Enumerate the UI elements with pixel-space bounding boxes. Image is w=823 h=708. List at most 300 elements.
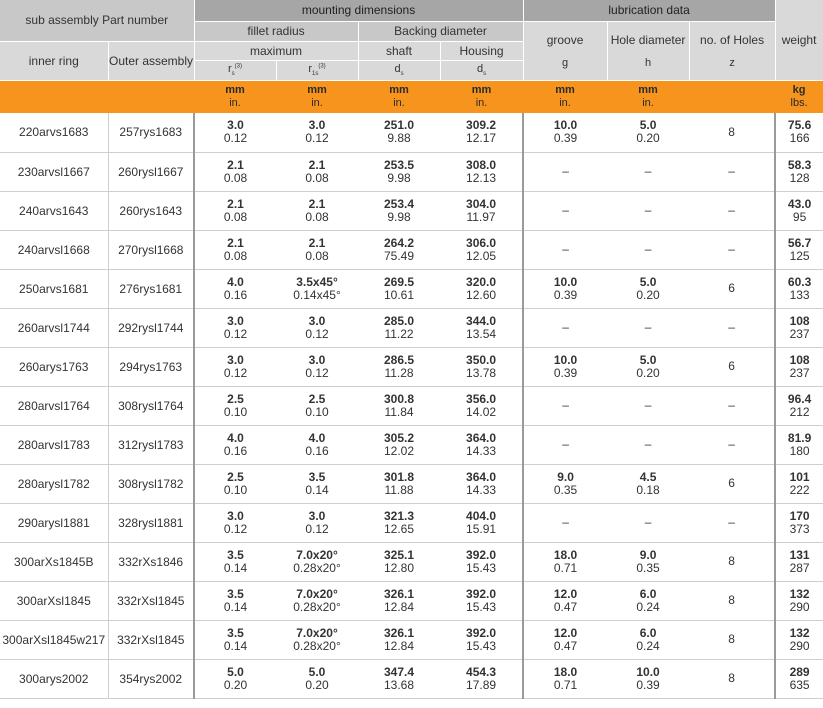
weight-lbs-value: 128 (789, 170, 810, 185)
rs-mm-value: 4.0 (227, 430, 244, 445)
r1s-mm-value: 3.0 (308, 118, 326, 133)
holes-cell: – (689, 425, 775, 464)
r1s-cell (276, 386, 358, 425)
groove-in-value: 0.71 (553, 677, 578, 692)
shaft-mm-value: 347.4 (384, 664, 415, 679)
hole-mm-value: 6.0 (639, 586, 657, 601)
housing-in-value: 15.43 (466, 560, 497, 575)
housing-in-value: 12.17 (466, 131, 497, 146)
shaft-mm-value: 285.0 (384, 313, 415, 328)
hole-cell: – (607, 152, 689, 191)
housing-in-value: 15.43 (466, 638, 497, 653)
housing-mm-value: 392.0 (466, 586, 497, 601)
groove-cell (523, 542, 607, 581)
hole-cell: – (607, 386, 689, 425)
rs-mm-value: 2.5 (227, 469, 244, 484)
shaft-in-value: 13.68 (384, 677, 415, 692)
hole-mm-value: 5.0 (639, 352, 657, 367)
groove-cell: – (523, 230, 607, 269)
groove-mm-value: 10.0 (553, 118, 578, 133)
hole-mm-value: 4.5 (639, 469, 657, 484)
rs-cell (194, 425, 276, 464)
groove-mm-value: 18.0 (553, 547, 578, 562)
shaft-in-value: 10.61 (384, 287, 415, 302)
rs-cell (194, 308, 276, 347)
r1s-cell (276, 659, 358, 698)
shaft-mm-value: 326.1 (384, 625, 415, 640)
hole-mm-value: 5.0 (639, 274, 657, 289)
groove-cell (523, 347, 607, 386)
groove-cell: – (523, 425, 607, 464)
outer-assembly-cell: 260rysl1667 (108, 152, 194, 191)
housing-in-value: 15.43 (466, 599, 497, 614)
units-rs: mm in. (194, 80, 276, 113)
groove-mm-value: 12.0 (553, 625, 578, 640)
shaft-mm-value: 321.3 (384, 508, 415, 523)
shaft-cell (358, 425, 440, 464)
inner-ring-cell: 260arys1763 (0, 347, 108, 386)
r1s-cell (276, 542, 358, 581)
hole-cell: – (607, 503, 689, 542)
header-weight: weight (775, 0, 823, 80)
housing-cell (440, 581, 523, 620)
rs-in-value: 0.20 (223, 677, 248, 692)
units-shaft: mm in. (358, 80, 440, 113)
housing-in-value: 13.78 (466, 365, 497, 380)
housing-mm-value: 344.0 (466, 313, 497, 328)
weight-cell (775, 191, 823, 230)
weight-lbs-value: 290 (789, 599, 810, 614)
weight-kg-value: 132 (789, 586, 810, 601)
groove-cell: – (523, 386, 607, 425)
weight-kg-value: 108 (789, 313, 810, 328)
shaft-in-value: 12.84 (384, 599, 415, 614)
housing-mm-value: 306.0 (466, 235, 497, 250)
rs-in-value: 0.14 (223, 638, 248, 653)
inner-ring-cell: 260arvsl1744 (0, 308, 108, 347)
r1s-cell (276, 425, 358, 464)
r1s-cell (276, 269, 358, 308)
rs-cell (194, 659, 276, 698)
inner-ring-cell: 240arvsl1668 (0, 230, 108, 269)
groove-cell: – (523, 152, 607, 191)
shaft-cell (358, 113, 440, 152)
rs-in-value: 0.08 (223, 209, 248, 224)
housing-in-value: 14.33 (466, 482, 497, 497)
table-row (0, 425, 823, 464)
shaft-cell (358, 464, 440, 503)
table-row (0, 230, 823, 269)
r1s-mm-value: 3.5x45° (296, 274, 338, 289)
hole-mm-value: 5.0 (639, 118, 657, 133)
header-backing-diameter: Backing diameter (358, 21, 523, 41)
hole-in-value: 0.24 (636, 638, 660, 653)
outer-assembly-cell: 276rys1681 (108, 269, 194, 308)
groove-cell (523, 659, 607, 698)
rs-cell (194, 191, 276, 230)
header-shaft: shaft (358, 41, 440, 60)
r1s-in-value: 0.08 (305, 170, 329, 185)
groove-in-value: 0.47 (553, 599, 578, 614)
groove-cell (523, 464, 607, 503)
groove-cell (523, 620, 607, 659)
rs-in-value: 0.08 (223, 170, 248, 185)
r1s-mm-value: 2.1 (308, 157, 326, 172)
shaft-in-value: 9.98 (387, 170, 411, 185)
header-r1s-symbol: $r_{1s}^{(3)}$ (276, 60, 358, 80)
rs-mm-value: 4.0 (227, 274, 244, 289)
weight-cell (775, 386, 823, 425)
inner-ring-cell: 290arysl1881 (0, 503, 108, 542)
r1s-cell (276, 308, 358, 347)
header-outer-assembly: Outer assembly (108, 41, 194, 80)
groove-mm-value: 12.0 (553, 586, 578, 601)
outer-assembly-cell: 332rXsl1845 (108, 620, 194, 659)
groove-in-value: 0.39 (553, 131, 578, 146)
weight-kg-value: 101 (789, 469, 810, 484)
housing-in-value: 15.91 (466, 521, 497, 536)
groove-cell: – (523, 503, 607, 542)
r1s-mm-value: 2.1 (308, 235, 326, 250)
inner-ring-cell: 280arvsl1764 (0, 386, 108, 425)
inner-ring-cell: 230arvsl1667 (0, 152, 108, 191)
inner-ring-cell: 300arXs1845B (0, 542, 108, 581)
weight-kg-value: 132 (789, 625, 810, 640)
shaft-cell (358, 581, 440, 620)
table-row (0, 542, 823, 581)
rs-in-value: 0.12 (223, 131, 248, 146)
inner-ring-cell: 280arvsl1783 (0, 425, 108, 464)
table-row (0, 152, 823, 191)
units-groove: mm in. (523, 80, 607, 113)
rs-mm-value: 2.1 (227, 157, 244, 172)
holes-cell: 8 (689, 113, 775, 152)
shaft-cell (358, 503, 440, 542)
rs-cell (194, 230, 276, 269)
r1s-mm-value: 3.0 (308, 508, 326, 523)
hole-cell (607, 620, 689, 659)
rs-mm-value: 2.5 (227, 391, 244, 406)
outer-assembly-cell: 308rysl1782 (108, 464, 194, 503)
rs-cell (194, 269, 276, 308)
holes-cell: 8 (689, 581, 775, 620)
r1s-mm-value: 4.0 (308, 430, 326, 445)
holes-cell: 8 (689, 659, 775, 698)
shaft-in-value: 9.98 (387, 209, 411, 224)
groove-cell (523, 269, 607, 308)
header-inner-ring: inner ring (0, 41, 108, 80)
r1s-in-value: 0.10 (305, 404, 329, 419)
holes-cell: 6 (689, 347, 775, 386)
r1s-mm-value: 7.0x20° (296, 547, 338, 562)
shaft-cell (358, 230, 440, 269)
weight-kg-value: 96.4 (787, 391, 812, 406)
rs-in-value: 0.12 (223, 326, 248, 341)
header-fillet-radius: fillet radius (194, 21, 358, 41)
r1s-cell (276, 347, 358, 386)
rs-cell (194, 113, 276, 152)
housing-mm-value: 304.0 (466, 196, 497, 211)
housing-cell (440, 386, 523, 425)
rs-in-value: 0.14 (223, 599, 248, 614)
housing-in-value: 14.02 (466, 404, 497, 419)
r1s-cell (276, 503, 358, 542)
shaft-mm-value: 305.2 (384, 430, 415, 445)
shaft-cell (358, 620, 440, 659)
outer-assembly-cell: 354rys2002 (108, 659, 194, 698)
header-groove-label: groove (546, 32, 584, 47)
header-rs-symbol: $r_s^{(3)}$ (194, 60, 276, 80)
shaft-mm-value: 286.5 (384, 352, 415, 367)
shaft-cell (358, 269, 440, 308)
shaft-cell (358, 659, 440, 698)
r1s-in-value: 0.08 (305, 248, 329, 263)
hole-cell (607, 542, 689, 581)
rs-mm-value: 3.0 (227, 352, 244, 367)
holes-cell: – (689, 503, 775, 542)
outer-assembly-cell: 332rXsl1845 (108, 581, 194, 620)
rs-cell (194, 581, 276, 620)
housing-in-value: 17.89 (466, 677, 497, 692)
housing-cell (440, 308, 523, 347)
housing-in-value: 13.54 (466, 326, 497, 341)
header-hole-diameter (607, 21, 689, 80)
shaft-cell (358, 191, 440, 230)
shaft-mm-value: 301.8 (384, 469, 415, 484)
outer-assembly-cell: 257rys1683 (108, 113, 194, 152)
groove-cell: – (523, 191, 607, 230)
inner-ring-cell: 220arvs1683 (0, 113, 108, 152)
rs-in-value: 0.10 (223, 482, 248, 497)
header-housing-symbol: $d_s$ (440, 60, 523, 80)
r1s-in-value: 0.28x20° (293, 599, 341, 614)
header-housing: Housing (440, 41, 523, 60)
housing-cell (440, 659, 523, 698)
weight-kg-value: 170 (789, 508, 810, 523)
rs-cell (194, 542, 276, 581)
hole-cell (607, 581, 689, 620)
outer-assembly-cell: 260rys1643 (108, 191, 194, 230)
r1s-in-value: 0.28x20° (293, 560, 341, 575)
r1s-in-value: 0.08 (305, 209, 329, 224)
groove-cell (523, 113, 607, 152)
shaft-cell (358, 386, 440, 425)
hole-cell (607, 464, 689, 503)
r1s-cell (276, 191, 358, 230)
inner-ring-cell: 300arXsl1845w217 (0, 620, 108, 659)
hole-cell (607, 113, 689, 152)
housing-in-value: 11.97 (466, 209, 496, 224)
r1s-in-value: 0.14x45° (293, 287, 341, 302)
weight-cell (775, 269, 823, 308)
weight-lbs-value: 125 (789, 248, 810, 263)
shaft-mm-value: 253.4 (384, 196, 415, 211)
rs-mm-value: 2.1 (227, 235, 244, 250)
weight-cell (775, 230, 823, 269)
rs-mm-value: 2.1 (227, 196, 244, 211)
r1s-cell (276, 230, 358, 269)
hole-in-value: 0.39 (636, 677, 660, 692)
groove-mm-value: 9.0 (557, 469, 574, 484)
table-row (0, 269, 823, 308)
shaft-mm-value: 300.8 (384, 391, 415, 406)
shaft-in-value: 12.02 (384, 443, 415, 458)
header-groove-symbol: g (561, 56, 569, 69)
housing-mm-value: 320.0 (466, 274, 497, 289)
groove-mm-value: 18.0 (553, 664, 578, 679)
weight-cell (775, 542, 823, 581)
weight-cell (775, 581, 823, 620)
housing-cell (440, 269, 523, 308)
hole-in-value: 0.20 (636, 287, 660, 302)
hole-in-value: 0.35 (636, 560, 660, 575)
housing-mm-value: 364.0 (466, 469, 497, 484)
weight-kg-value: 56.7 (787, 235, 812, 250)
r1s-cell (276, 113, 358, 152)
weight-lbs-value: 95 (792, 209, 807, 224)
hole-cell: – (607, 191, 689, 230)
shaft-in-value: 12.84 (384, 638, 415, 653)
groove-mm-value: 10.0 (553, 274, 578, 289)
hole-mm-value: 9.0 (639, 547, 657, 562)
weight-cell (775, 113, 823, 152)
table-row (0, 503, 823, 542)
r1s-mm-value: 3.0 (308, 352, 326, 367)
housing-cell (440, 425, 523, 464)
header-no-of-holes (689, 21, 775, 80)
weight-lbs-value: 290 (789, 638, 810, 653)
weight-kg-value: 289 (789, 664, 810, 679)
header-no-of-holes-label: no. of Holes (700, 32, 765, 47)
rs-in-value: 0.14 (223, 560, 248, 575)
housing-in-value: 14.33 (466, 443, 497, 458)
outer-assembly-cell: 328rysl1881 (108, 503, 194, 542)
outer-assembly-cell: 292rysl1744 (108, 308, 194, 347)
housing-cell (440, 152, 523, 191)
table-row (0, 659, 823, 698)
holes-cell: 6 (689, 464, 775, 503)
hole-in-value: 0.20 (636, 365, 660, 380)
shaft-cell (358, 308, 440, 347)
rs-in-value: 0.08 (223, 248, 248, 263)
rs-in-value: 0.16 (223, 443, 248, 458)
housing-mm-value: 392.0 (466, 625, 497, 640)
rs-mm-value: 3.0 (227, 118, 244, 133)
weight-lbs-value: 166 (789, 131, 810, 146)
shaft-in-value: 11.84 (384, 404, 414, 419)
housing-cell (440, 191, 523, 230)
shaft-mm-value: 325.1 (384, 547, 415, 562)
weight-kg-value: 81.9 (787, 430, 812, 445)
table-row (0, 191, 823, 230)
rs-cell (194, 386, 276, 425)
housing-in-value: 12.05 (466, 248, 497, 263)
header-hole-diameter-label: Hole diameter (610, 32, 686, 47)
inner-ring-cell: 300arys2002 (0, 659, 108, 698)
rs-cell (194, 464, 276, 503)
weight-cell (775, 347, 823, 386)
weight-lbs-value: 635 (789, 677, 810, 692)
header-mounting-dimensions: mounting dimensions (194, 0, 523, 21)
weight-cell (775, 464, 823, 503)
holes-cell: 8 (689, 542, 775, 581)
shaft-cell (358, 542, 440, 581)
rs-cell (194, 152, 276, 191)
housing-mm-value: 356.0 (466, 391, 497, 406)
housing-cell (440, 620, 523, 659)
table-body (0, 113, 823, 698)
rs-mm-value: 3.5 (227, 547, 244, 562)
shaft-mm-value: 253.5 (384, 157, 415, 172)
units-row-group (0, 80, 823, 113)
header-lubrication-data: lubrication data (523, 0, 775, 21)
inner-ring-cell: 280arysl1782 (0, 464, 108, 503)
weight-lbs-value: 237 (789, 326, 810, 341)
table-row (0, 113, 823, 152)
units-hole: mm in. (607, 80, 689, 113)
weight-lbs-value: 287 (789, 560, 810, 575)
weight-cell (775, 152, 823, 191)
housing-cell (440, 230, 523, 269)
weight-lbs-value: 180 (789, 443, 810, 458)
groove-mm-value: 10.0 (553, 352, 578, 367)
housing-cell (440, 113, 523, 152)
hole-cell: – (607, 425, 689, 464)
shaft-in-value: 12.80 (384, 560, 415, 575)
holes-cell: 6 (689, 269, 775, 308)
hole-in-value: 0.20 (636, 131, 660, 146)
weight-lbs-value: 222 (789, 482, 810, 497)
r1s-in-value: 0.16 (305, 443, 329, 458)
housing-cell (440, 347, 523, 386)
shaft-in-value: 12.65 (384, 521, 415, 536)
header-holes-symbol: z (729, 56, 735, 69)
rs-in-value: 0.12 (223, 365, 248, 380)
rs-cell (194, 503, 276, 542)
housing-in-value: 12.13 (466, 170, 497, 185)
header-groove (523, 21, 607, 80)
units-row (0, 80, 823, 113)
r1s-mm-value: 2.1 (308, 196, 326, 211)
outer-assembly-cell: 312rysl1783 (108, 425, 194, 464)
hole-cell (607, 269, 689, 308)
header-maximum: maximum (194, 41, 358, 60)
shaft-cell (358, 152, 440, 191)
weight-kg-value: 75.6 (787, 118, 812, 133)
units-holes (689, 80, 775, 113)
hole-cell: – (607, 230, 689, 269)
inner-ring-cell: 240arvs1643 (0, 191, 108, 230)
shaft-mm-value: 264.2 (384, 235, 415, 250)
units-empty-outer (108, 80, 194, 113)
groove-in-value: 0.47 (553, 638, 578, 653)
weight-cell (775, 659, 823, 698)
inner-ring-cell: 250arvs1681 (0, 269, 108, 308)
r1s-in-value: 0.12 (305, 131, 329, 146)
holes-cell: – (689, 386, 775, 425)
table-row (0, 464, 823, 503)
weight-cell (775, 620, 823, 659)
weight-cell (775, 503, 823, 542)
weight-cell (775, 425, 823, 464)
holes-cell: – (689, 152, 775, 191)
shaft-cell (358, 347, 440, 386)
r1s-mm-value: 5.0 (308, 664, 326, 679)
inner-ring-cell: 300arXsl1845 (0, 581, 108, 620)
groove-in-value: 0.71 (553, 560, 578, 575)
table-row (0, 581, 823, 620)
rs-mm-value: 5.0 (227, 664, 244, 679)
